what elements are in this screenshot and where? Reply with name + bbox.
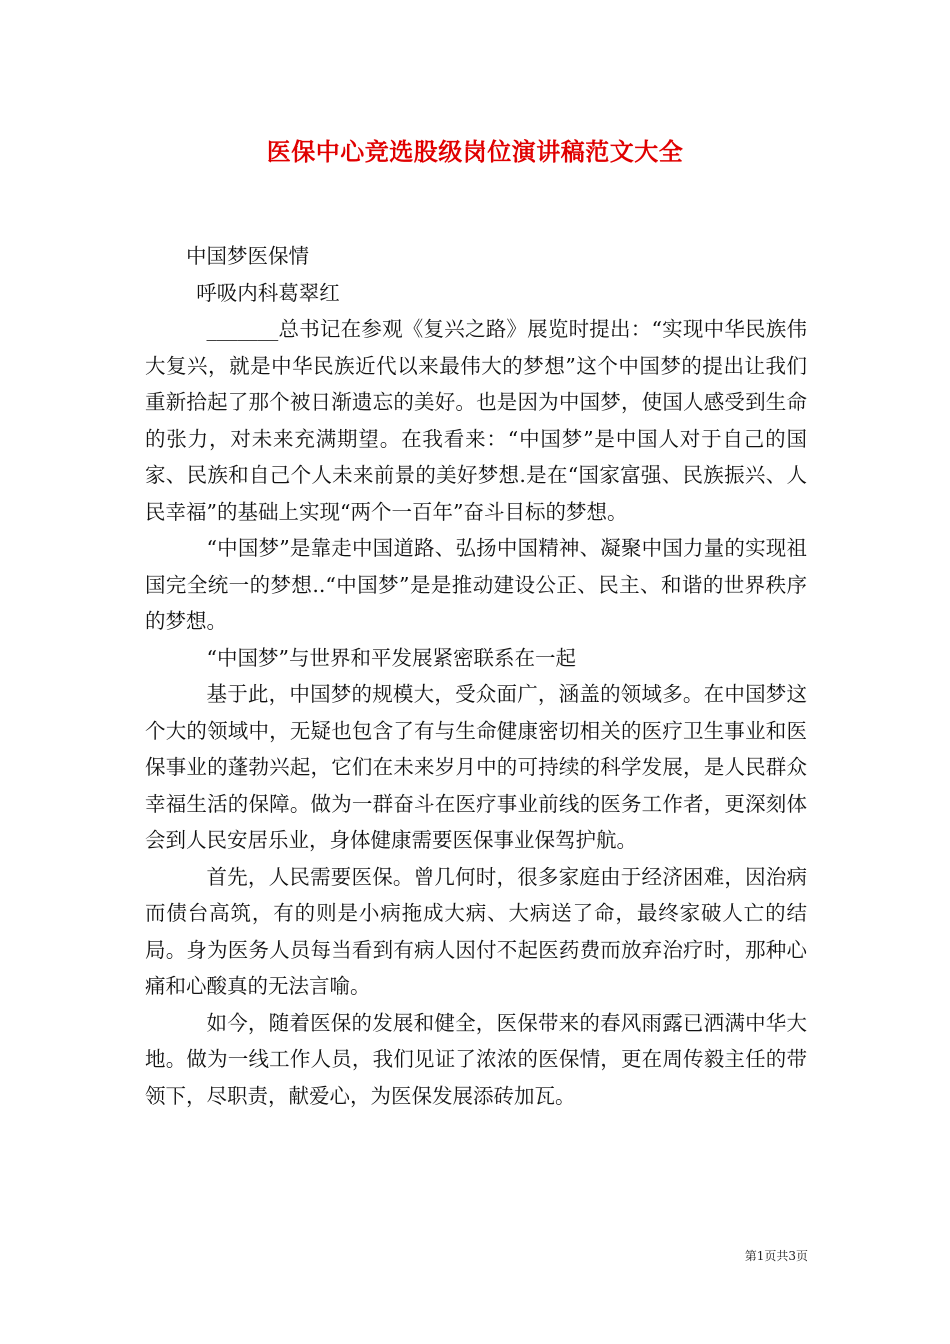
- subtitle: 中国梦医保情: [186, 244, 309, 268]
- paragraph-3: “中国梦”与世界和平发展紧密联系在一起: [206, 645, 576, 670]
- document-title: 医保中心竞选股级岗位演讲稿范文大全: [266, 137, 684, 166]
- paragraph-4: 基于此，中国梦的规模大，受众面广，涵盖的领域多。在中国梦这个大的领域中，无疑也包含了有与生命健康密切相关的医疗卫生事业和医保事业的蓬勃兴起，它们在未来岁月中的可持续的科学发展，是人民群众幸福生活的保障。做为一群奋斗在医疗事业前线的医务工作者，更深刻体会到人民安居乐业，身体健康需要医保事业保驾护航。: [145, 682, 807, 852]
- paragraph-6: 如今，随着医保的发展和健全，医保带来的春风雨露已洒满中华大地。做为一线工作人员，我们见证了浓浓的医保情，更在周传毅主任的带领下，尽职责，献爱心，为医保发展添砖加瓦。: [145, 1010, 807, 1108]
- page-number: 第1页共3页: [744, 1249, 808, 1263]
- document-body: [145, 238, 807, 1114]
- paragraph-1: _______总书记在参观《复兴之路》展览时提出：“实现中华民族伟大复兴，就是中华民族近代以来最伟大的梦想”这个中国梦的提出让我们重新拾起了那个被日渐遗忘的美好。也是因为中国梦，使国人感受到生命的张力，对未来充满期望。在我看来：“中国梦”是中国人对于自己的国家、民族和自己个人未来前景的美好梦想.是在“国家富强、民族振兴、人民幸福”的基础上实现“两个一百年”奋斗目标的梦想。: [145, 317, 807, 524]
- paragraph-2: “中国梦”是靠走中国道路、弘扬中国精神、凝聚中国力量的实现祖国完全统一的梦想..“中国梦”是是推动建设公正、民主、和谐的世界秩序的梦想。: [145, 536, 807, 633]
- paragraph-5: 首先，人民需要医保。曾几何时，很多家庭由于经济困难，因治病而债台高筑，有的则是小病拖成大病、大病送了命，最终家破人亡的结局。身为医务人员每当看到有病人因付不起医药费而放弃治疗时，那种心痛和心酸真的无法言喻。: [145, 864, 807, 998]
- author-line: 呼吸内科葛翠红: [196, 280, 340, 305]
